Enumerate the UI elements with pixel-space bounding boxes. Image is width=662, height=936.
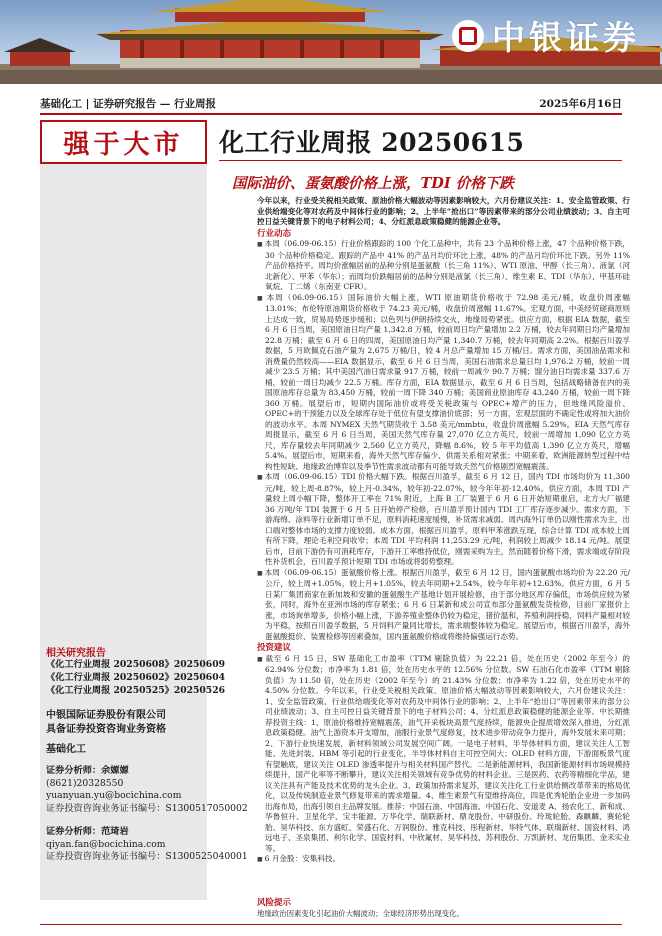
- dynamics-bullet: ■ 本周（06.09-06.15）蛋氨酸价格上涨。根据百川盈孚，截至 6 月 12 日，国内蛋氨酸市场均价为 22.20 元/公斤，较上周+1.05%，较上月+1.05%，较去年同期+2.54%，较今年年初+12.63%。供应方面，6 月 5 日某厂集团商家在新加坡和安徽的蛋氨酸生产基地计划开展检修，由于部分地区库存偏低，市场供应较为紧张，同时，海外在亚洲市场的库存紧张；6 月 6 日某新和成公司宣布部分蛋氨酸发货检修，目前厂家报价上涨，市场询单增多，价格小幅上涨，下游养殖业整体仍较为稳定，猪价温和，养殖利润持稳，饲料产量相对较为平稳，按照百川盈孚数据，5 月饲料产量同比增长，需求端整体较为稳定。展望后市，根据百川盈孚，海外蛋氨酸挺价、装置检修等因素叠加，国内蛋氨酸价格或将维持偏强运行态势。: [257, 568, 630, 643]
- analyst-email[interactable]: qiyan.fan@bocichina.com: [46, 838, 166, 850]
- analyst-license: 证券投资咨询业务证书编号：S1300517050002: [46, 802, 248, 814]
- advice-bullet: ■ 截至 6 月 15 日，SW 基础化工市盈率（TTM 剔除负值）为 22.21 倍，处在历史（2002 年至今）的 62.94% 分位数；市净率为 1.81 倍，处在历史水平的 12.56% 分位数。SW 石油石化市盈率（TTM 剔除负值）为 11.50 倍，处在历史（2002 年至今）的 21.43% 分位数；市净率为 1.22 倍，处在历史水平的 4.50% 分位数。今年以来，行业受关税相关政策、原油价格大幅波动等因素影响较大，六月份建议关注：1、安全监管政策、行业供给端变化等对农药及中间体行业的影响；2、上半年“抢出口”等因素带来的部分公司业绩波动；3、自主可控日益关键背景下的电子材料公司；4、分红派息政策稳健的能源企业等。中长期推荐投资主线：1、原油价格维持宽幅震荡，油气开采板块高景气度持续，能源央企提质增效深入推进，分红派息政策稳健。油气上游资本开支增加，油服行业景气度修复，技术进步带动竞争力提升，海外发展未来可期；2、下游行业快速发展，新材料领域公司发展空间广阔。一是电子材料，半导体材料方面，建议关注人工智能、先进封装、HBM 等引起的行业变化，半导体材料自主可控空间大；OLED 材料方面，下游面板景气度有望触底，建议关注 OLED 渗透率提升与相关材料国产替代。二是新能源材料，我国新能源材料市场规模持续提升，国产化率等不断攀升，建议关注相关领域有竞争优势的材料企业。三是医药、农药等精细化学品，建议关注具有产能及技术优势的龙头企业。3、政策加持需求复苏，建议关注化工行业供给侧改革带来的格局优化，以及传统制造业景气修复带来的需求增量。4、维生素景气有望维持高位，四是优秀轮胎企业进一步加码出海布局，出海引领自主品牌发展。推荐：中国石油、中国海油、中国石化、安道麦 A、扬农化工、新和成、华鲁恒升、卫星化学、宝丰能源、万华化学、瑞联新材、鼎龙股份、中研股份、玲珑轮胎、森麒麟、赛轮轮胎、昊华科技、东方盛虹、荣盛石化、万润股份、雅克科技、彤程新材、华特气体、联瑞新材、国瓷材料、鸿远电子、圣泉集团、利尔化学、国瓷材料、中欣氟材、昊华科技、苏利股份、万凯新材、龙佰集团、金禾实业等。: [257, 654, 630, 855]
- analyst-license: 证券投资咨询业务证书编号：S1300525040001: [46, 851, 248, 862]
- title-divider: [219, 160, 622, 161]
- report-title: 化工行业周报 20250615: [219, 128, 525, 157]
- report-body: [257, 196, 630, 866]
- analyst-name: 证券分析师：余嫄嫄: [46, 765, 129, 776]
- company-info: [46, 709, 166, 737]
- rating-label: 强于大市: [63, 129, 184, 160]
- summary-paragraph: 今年以来，行业受关税相关政策、原油价格大幅波动等因素影响较大，六月份建议关注：1、安全监管政策、行业供给端变化等对农药及中间体行业的影响；2、上半年“抢出口”等因素带来的部分公司业绩波动；3、自主可控日益关键背景下的电子材料公司；4、分红派息政策稳健的能源企业等。: [257, 196, 630, 226]
- related-report-link[interactable]: 《化工行业周报 20250525》20250526: [46, 685, 225, 696]
- dynamics-bullet: ■ 本周（06.09-06.15）TDI 价格大幅下跌。根据百川盈孚，截至 6 月 12 日，国内 TDI 市场均价为 11,300 元/吨，较上周-8.87%，较上月-0.34%，较年初-22.07%，较今年年初-12.40%。供应方面，本周 TDI 产量较上周小幅下降，整体开工率在 71% 附近，上海 B 工厂装置于 6 月 6 日开始短期重启，北方大厂福建 36 万吨/年 TDI 装置于 6 月 5 日开始停产检修，百川盈孚预计国内 TDI 工厂库存逐步减少。需求方面，下游海绵、涂料等行业新增订单不足，原料消耗速度缓慢，补货需求减弱。周内海外订单仍以刚性需求为主，出口端对整体市场的支撑力度较弱。成本方面，根据百川盈孚，原料甲苯涨跌互现，综合计算 TDI 成本较上周有所下降，理论毛利空间收窄；本周 TDI 平均利润 11,253.29 元/吨，利润较上周减少 18.14 元/吨。展望后市，目前下游仍有可消耗库存，下游开工率维持低位，刚需采购为主，然而随着价格下滑，需求端或存阶段性补货机会，百川盈孚预计短期 TDI 市场或将弱势整理。: [257, 472, 630, 568]
- advice-bullet: ■ 6 月金股：安集科技。: [257, 854, 630, 866]
- analyst-phone: (8621)20328550: [46, 777, 124, 789]
- report-date: 2025年6月16日: [539, 98, 622, 110]
- header-divider: [40, 113, 622, 115]
- report-subtitle: 国际油价、蛋氨酸价格上涨，TDI 价格下跌: [232, 175, 514, 192]
- sector-label: 基础化工: [46, 744, 86, 755]
- company-name: 中银国际证券股份有限公司: [46, 710, 166, 721]
- section-heading-dynamics: 行业动态: [257, 228, 292, 239]
- analyst-name: 证券分析师：范琦岩: [46, 826, 129, 837]
- brand-name: 中银证券: [492, 18, 640, 57]
- risk-section: [257, 895, 630, 919]
- analyst-block: [46, 826, 248, 864]
- company-qualification: 具备证券投资咨询业务资格: [46, 724, 166, 735]
- section-heading-advice: 投资建议: [257, 643, 292, 653]
- bank-of-china-logo-icon: [452, 20, 484, 52]
- dynamics-bullet: ■ 本周（06.09-06.15）国际油价大幅上涨，WTI 原油期货价格收于 72.98 美元/桶，收盘价周涨幅 13.01%；布伦特原油期货价格收于 74.23 美元/桶，收盘价周涨幅 11.67%。宏观方面，中美经贸磋商原则上达成一致，贸易局势逐步缓和；以色列与伊朗持续交火，地缘局势紧张。供应方面，根据 EIA 数据，截至 6 月 6 日当周，美国原油日均产量 1,342.8 万桶，较前周日均产量增加 2.2 万桶，较去年同期日均产量增加 22.8 万桶；截至 6 月 6 日的四周，美国原油日均产量 1,340.7 万桶，较去年同期高 2.2%。根据百川盈孚数据，5 月欧佩克石油产量为 2,675 万桶/日，较 4 月总产量增加 15 万桶/日。需求方面，美国油品需求和消费量仍然较高——EIA 数据显示，截至 6 月 6 日当周，美国石油需求总量日均 1,976.2 万桶，较前一周减少 23.5 万桶；其中美国汽油日需求量 917 万桶，较前一周减少 90.7 万桶；馏分油日均需求量 337.6 万桶，较前一周日均减少 22.5 万桶。库存方面，EIA 数据显示，截至 6 月 6 日当周，包括战略储备在内的美国原油库存总量为 83,450 万桶，较前一周下降 340 万桶；美国商业原油库存 43,240 万桶，较前一周下降 360 万桶。展望后市，短期内国际油价或将受关税政策与 OPEC+增产的压力，但地缘风险溢价、OPEC+的干预能力以及全球库存处于低位有望支撑油价底部；另一方面，宏观层面的不确定性或将加大油价的波动水平。本周 NYMEX 天然气期货收于 3.58 美元/mmbtu，收盘价周涨幅 5.29%。EIA 天然气库存周报显示，截至 6 月 6 日当周，美国天然气库存量 27,070 亿立方英尺，较前一周增加 1,090 亿立方英尺，库存量较去年同期减少 2,560 亿立方英尺，降幅 8.6%，较 5 年平均值高 1,390 亿立方英尺，增幅 5.4%。展望后市，短期来看，海外天然气库存偏少、供需关系相对紧张；中期来看，欧洲能源转型过程中结构性短缺、地缘政治博弈以及季节性需求波动都有可能导致天然气价格剧烈宽幅震荡。: [257, 293, 630, 473]
- related-report-link[interactable]: 《化工行业周报 20250608》20250609: [46, 659, 225, 670]
- analyst-email[interactable]: yuanyuan.yu@bocichina.com: [46, 790, 182, 801]
- analyst-block: [46, 765, 248, 815]
- dynamics-bullet: ■ 本周（06.09-06.15）行业价格跟踪的 100 个化工品种中，共有 23 个品种价格上涨，47 个品种价格下跌，30 个品种价格稳定。跟踪的产品中 41% 的产品月均价环比上涨，48% 的产品月均价环比下跌。另外 11% 产品价格持平。周均价涨幅居前的品种分别是蛋氨酸（长三角 11%）、WTI 原油、甲醇（长三角）、液氯（河北新化）、甲苯（华东）；而周均价跌幅居前的品种分别是液氯（长三角）、维生素 E、TDI（华东）、甲基环硅氧烷、丁二烯（东南亚 CFR）。: [257, 239, 630, 293]
- breadcrumb: 基础化工 | 证券研究报告 — 行业周报: [40, 98, 216, 110]
- section-heading-risk: 风险提示: [257, 898, 292, 908]
- brand-logo: [452, 12, 640, 59]
- related-reports-list: [46, 658, 225, 697]
- related-reports-title: 相关研究报告: [46, 648, 106, 659]
- header-banner: [0, 0, 662, 84]
- related-report-link[interactable]: 《化工行业周报 20250602》20250604: [46, 672, 225, 683]
- footer-divider: [40, 924, 622, 925]
- rating-box: [40, 120, 207, 164]
- risk-text: 地缘政治因素变化引起油价大幅波动；全球经济形势出现变化。: [257, 909, 464, 918]
